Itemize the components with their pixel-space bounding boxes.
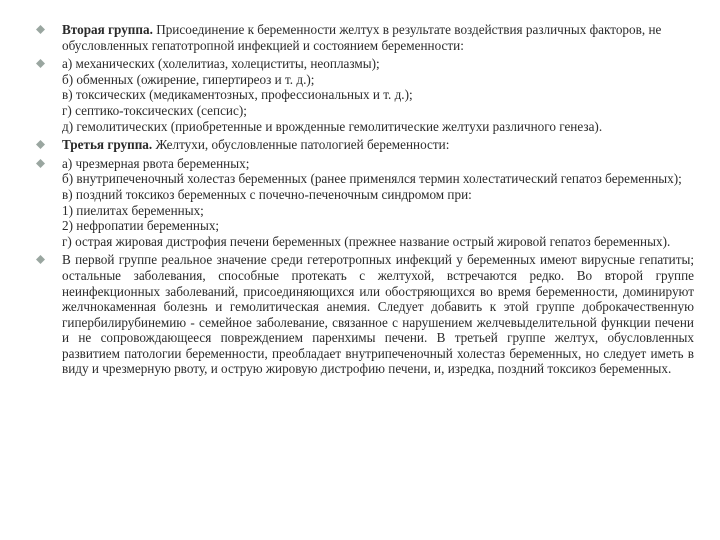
diamond-bullet-icon xyxy=(36,255,45,264)
cause-line: д) гемолитических (приобретенные и врожденные гемолитические желтухи различного генеза). xyxy=(62,118,603,134)
cause-line: б) обменных (ожирение, гипертиреоз и т. д.); xyxy=(62,71,315,87)
diamond-bullet-icon xyxy=(36,59,45,68)
cause-line: в) токсических (медикаментозных, профессиональных и т. д.); xyxy=(62,87,413,103)
cause-line: г) септико-токсических (сепсис); xyxy=(62,102,247,118)
group-heading: Вторая группа. xyxy=(62,22,153,37)
list-item-summary xyxy=(34,252,694,377)
group-description: Присоединение к беременности желтух в результате воздействия различных факторов, не обусловленных гепатотропной инфекцией и состоянием беременности: xyxy=(62,22,662,53)
list-item-second-group xyxy=(34,22,694,53)
cause-line: а) механических (холелитиаз, холециститы, неоплазмы); xyxy=(62,56,380,72)
diamond-bullet-icon xyxy=(36,159,45,168)
cause-line: 2) нефропатии беременных; xyxy=(62,218,220,234)
list-item-third-group xyxy=(34,137,694,153)
diamond-bullet-icon xyxy=(36,140,45,149)
summary-paragraph: В первой группе реальное значение среди гетеротропных инфекций у беременных имеют вирусные гепатиты; остальные заболевания, способные протекать с желтухой, встречаются редко. Во второй группе неинфекционных заболеваний, присоединяющихся или обостряющихся во время беременности, доминируют желчнокаменная болезнь и гемолитическая анемия. Следует добавить к этой группе доброкачественную гипербилирубинемию - семейное заболевание, связанное с нарушением желчевыделительной функции печени и не сопровождающееся повреждением паренхимы печени. В третьей группе желтух, обусловленных развитием патологии беременности, преобладает внутрипеченочный холестаз беременных, но следует иметь в виду и чрезмерную рвоту, и острую жировую дистрофию печени, и, изредка, поздний токсикоз беременных. xyxy=(62,252,694,377)
group-heading: Третья группа. xyxy=(62,137,153,153)
cause-line: 1) пиелитах беременных; xyxy=(62,202,204,218)
group-description: Желтухи, обусловленные патологией беременности: xyxy=(155,137,450,153)
list-item-third-group-causes xyxy=(34,156,694,250)
list-item-second-group-causes xyxy=(34,56,694,134)
cause-line: б) внутрипеченочный холестаз беременных (ранее применялся термин холестатический гепатоз беременных); xyxy=(62,171,682,187)
bullet-list xyxy=(34,22,694,377)
cause-line: а) чрезмерная рвота беременных; xyxy=(62,155,250,171)
cause-line: г) острая жировая дистрофия печени беременных (прежнее название острый жировой гепатоз беременных). xyxy=(62,233,671,249)
cause-line: в) поздний токсикоз беременных с почечно-печеночным синдромом при: xyxy=(62,186,472,202)
diamond-bullet-icon xyxy=(36,25,45,34)
